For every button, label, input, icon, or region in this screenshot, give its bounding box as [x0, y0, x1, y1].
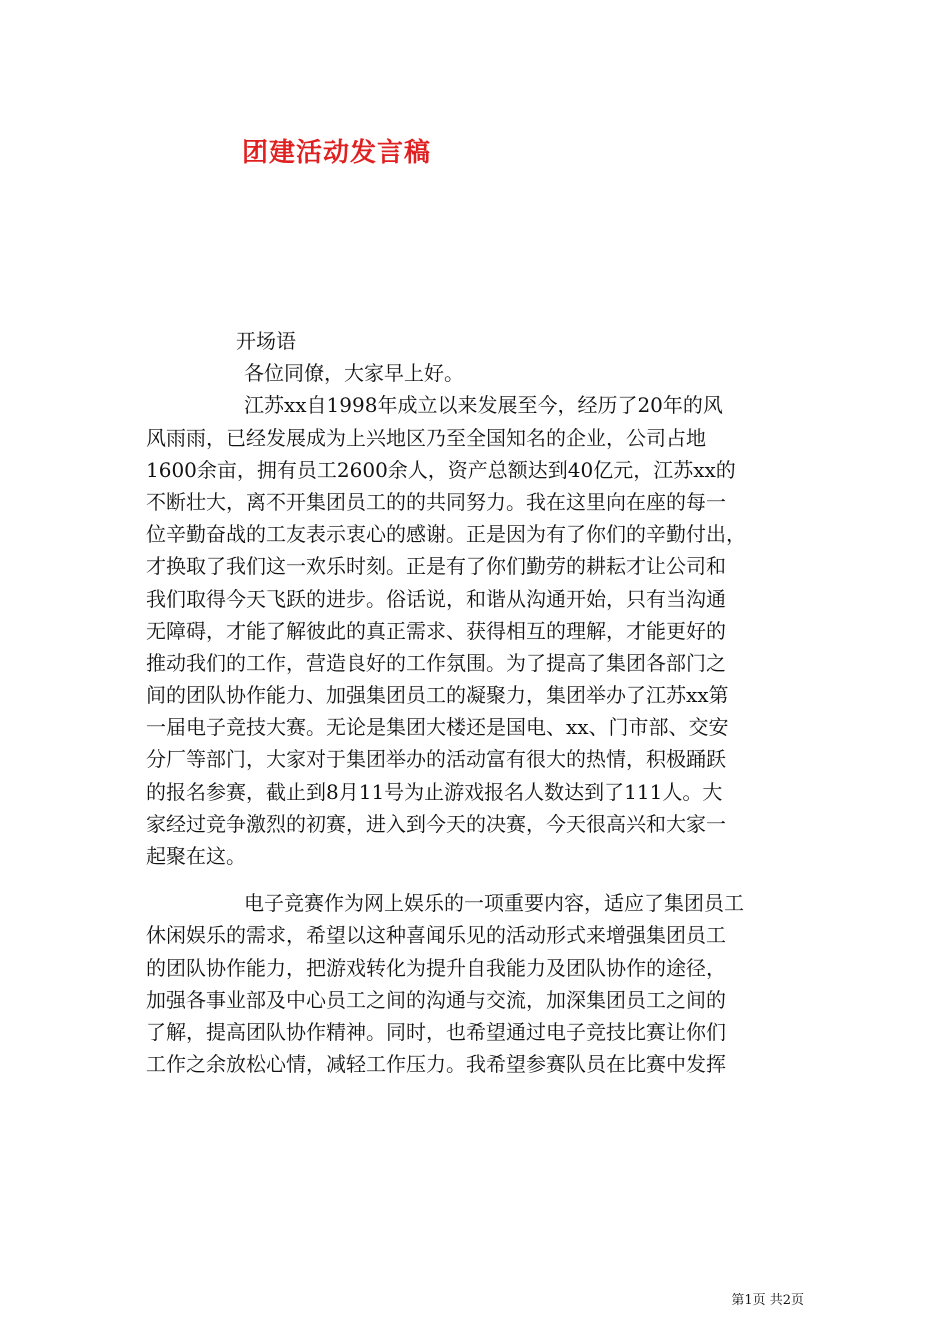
paragraph2-line: 工作之余放松心情，减轻工作压力。我希望参赛队员在比赛中发挥 — [146, 1052, 726, 1077]
paragraph1-line: 分厂等部门，大家对于集团举办的活动富有很大的热情，积极踊跃 — [146, 747, 726, 772]
greeting-line: 各位同僚，大家早上好。 — [244, 361, 464, 386]
paragraph2-line: 加强各事业部及中心员工之间的沟通与交流，加深集团员工之间的 — [146, 987, 726, 1012]
paragraph1-line: 风雨雨，已经发展成为上兴地区乃至全国知名的企业，公司占地 — [146, 425, 706, 450]
paragraph1-line: 推动我们的工作，营造良好的工作氛围。为了提高了集团各部门之 — [146, 650, 726, 675]
paragraph1-line: 1600余亩，拥有员工2600余人，资产总额达到40亿元，江苏xx的 — [146, 457, 736, 482]
paragraph1-line: 家经过竞争激烈的初赛，进入到今天的决赛，今天很高兴和大家一 — [146, 811, 726, 836]
page-number-footer: 第1页 共2页 — [731, 1293, 804, 1308]
paragraph2-line: 电子竞赛作为网上娱乐的一项重要内容，适应了集团员工 — [244, 891, 744, 916]
paragraph1-line: 无障碍，才能了解彼此的真正需求、获得相互的理解，才能更好的 — [146, 618, 726, 643]
paragraph1-line: 我们取得今天飞跃的进步。俗话说，和谐从沟通开始，只有当沟通 — [146, 586, 726, 611]
paragraph1-line: 江苏xx自1998年成立以来发展至今，经历了20年的风 — [244, 393, 723, 418]
paragraph1-line: 一届电子竞技大赛。无论是集团大楼还是国电、xx、门市部、交安 — [146, 715, 729, 740]
paragraph2-line: 了解，提高团队协作精神。同时，也希望通过电子竞技比赛让你们 — [146, 1019, 726, 1044]
paragraph2-line: 的团队协作能力，把游戏转化为提升自我能力及团队协作的途径， — [146, 955, 726, 980]
document-title: 团建活动发言稿 — [242, 138, 432, 168]
paragraph1-line: 起聚在这。 — [146, 844, 246, 868]
paragraph1-line: 的报名参赛，截止到8月11号为止游戏报名人数达到了111人。大 — [146, 779, 723, 804]
paragraph2-line: 休闲娱乐的需求，希望以这种喜闻乐见的活动形式来增强集团员工 — [146, 923, 726, 948]
paragraph1-line: 位辛勤奋战的工友表示衷心的感谢。正是因为有了你们的辛勤付出， — [146, 522, 746, 547]
document-body — [146, 325, 816, 1080]
paragraph1-line: 不断壮大，离不开集团员工的的共同努力。我在这里向在座的每一 — [146, 489, 726, 514]
paragraph1-line: 才换取了我们这一欢乐时刻。正是有了你们勤劳的耕耘才让公司和 — [146, 554, 726, 579]
opening-heading: 开场语 — [236, 329, 296, 353]
paragraph-gap — [146, 872, 816, 887]
paragraph1-line: 间的团队协作能力、加强集团员工的凝聚力，集团举办了江苏xx第 — [146, 683, 729, 708]
